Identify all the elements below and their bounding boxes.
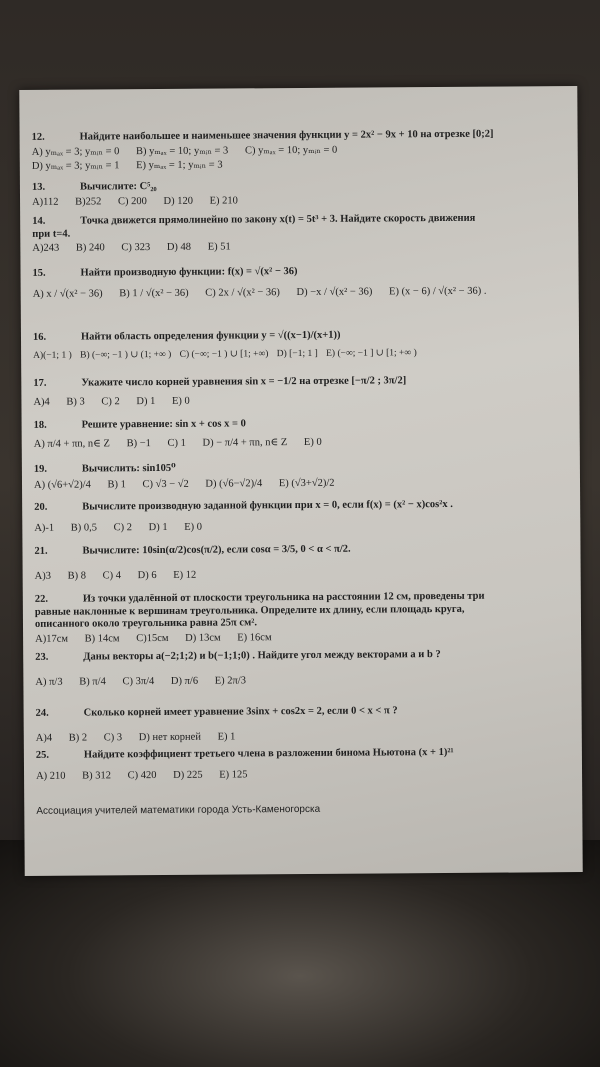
question-number: 21. [34, 545, 48, 557]
option-a[interactable]: A)4 [33, 396, 50, 408]
option-d[interactable]: D) 48 [166, 241, 192, 254]
option-d[interactable]: D) −x / √(x² − 36) [296, 286, 373, 298]
option-e[interactable]: E) 0 [171, 395, 190, 407]
option-b[interactable]: B) 240 [75, 242, 105, 254]
question-text: Найти область определения функции y = √((x−1)/(x+1)) [80, 329, 341, 343]
option-b[interactable]: B) π/4 [79, 675, 106, 688]
option-b[interactable]: B)252 [75, 195, 102, 208]
option-c[interactable]: C) 3 [103, 731, 123, 743]
option-a[interactable]: A)-1 [34, 522, 55, 534]
option-e[interactable]: E) (√3+√2)/2 [278, 477, 335, 489]
question-text: Вычислите: 10sin(α/2)cos(π/2), если cosα = 3/5, 0 < α < π/2. [82, 543, 351, 557]
question-text-cont: при t=4. [32, 228, 71, 240]
question-number: 22. [34, 593, 48, 605]
option-a[interactable]: A)112 [32, 196, 59, 208]
option-e[interactable]: E) 51 [207, 241, 231, 253]
option-a[interactable]: A) (√6+√2)/4 [33, 479, 91, 491]
question-text: Вычислить: sin105⁰ [81, 462, 176, 475]
question-text-cont: равные наклонные к вершинам треугольника. Определите их длину, если площадь круга, [34, 603, 465, 618]
option-c[interactable]: C) 420 [127, 769, 157, 781]
option-c[interactable]: C) 2 [101, 395, 120, 407]
question-number: 19. [33, 463, 48, 475]
option-b[interactable]: B) 312 [82, 769, 112, 782]
options [35, 567, 569, 583]
option-d[interactable]: D) 1 [148, 521, 168, 533]
option-d[interactable]: D) − π/4 + πn, n∈ Z [202, 436, 288, 449]
option-e[interactable]: E) (−∞; −1 ] ∪ [1; +∞ ) [326, 347, 417, 359]
options [32, 143, 566, 159]
question-text: Сколько корней имеет уравнение 3sinx + cos2x = 2, если 0 < x < π ? [83, 705, 398, 719]
option-b[interactable]: B) 14см [84, 633, 120, 645]
options [34, 476, 568, 492]
option-c[interactable]: C) 323 [121, 242, 151, 254]
options [33, 285, 567, 301]
question-13 [32, 178, 566, 209]
option-c[interactable]: C) √3 − √2 [142, 478, 189, 490]
option-e[interactable]: E) 2π/3 [214, 674, 247, 687]
option-e[interactable]: E) (x − 6) / √(x² − 36) . [388, 285, 487, 297]
option-e[interactable]: E) 0 [184, 521, 203, 533]
option-e[interactable]: E) 16см [237, 631, 272, 644]
option-b[interactable]: B) 8 [67, 570, 87, 582]
option-b[interactable]: B) 1 [107, 478, 126, 490]
option-b[interactable]: B) 3 [66, 396, 85, 408]
options [36, 767, 570, 783]
question-text: Решите уравнение: sin x + cos x = 0 [81, 418, 246, 431]
option-a[interactable]: A) π/3 [35, 676, 63, 688]
option-e[interactable]: E) 12 [173, 569, 197, 581]
question-24 [36, 704, 570, 745]
question-text: Найти производную функции: f(x) = √(x² − 36) [80, 266, 298, 279]
question-text: Укажите число корней уравнения sin x = −1/2 на отрезке [−π/2 ; 3π/2] [81, 375, 407, 389]
question-21 [34, 542, 568, 583]
option-b[interactable]: B) −1 [126, 437, 151, 449]
option-a[interactable]: A)243 [32, 242, 60, 255]
question-16 [33, 328, 567, 362]
question-number: 20. [34, 501, 48, 513]
option-d[interactable]: D) 13см [185, 632, 221, 644]
option-c[interactable]: C) 3π/4 [122, 675, 155, 687]
option-b[interactable]: B) 1 / √(x² − 36) [119, 287, 189, 299]
option-e[interactable]: E) 0 [303, 436, 322, 448]
option-d[interactable]: D) 6 [137, 569, 157, 581]
question-text-cont-2: описанного около треугольника равна 25π см². [34, 617, 258, 631]
option-d[interactable]: D) [−1; 1 ] [276, 348, 318, 359]
option-b[interactable]: B) 2 [68, 732, 88, 744]
question-number: 16. [32, 331, 47, 343]
option-c[interactable]: C) 2 [113, 521, 133, 533]
question-number: 14. [32, 215, 46, 227]
question-25 [36, 746, 570, 783]
option-c[interactable]: C) 2x / √(x² − 36) [205, 286, 280, 299]
question-number: 15. [32, 267, 46, 279]
option-d[interactable]: D) 120 [163, 195, 194, 207]
option-a[interactable]: A)17см [35, 633, 69, 645]
question-15 [33, 264, 567, 301]
options [36, 729, 570, 745]
question-text: Найдите коэффициент третьего члена в разложении бинома Ньютона (x + 1)²¹ [83, 746, 454, 761]
option-e[interactable]: E) 125 [219, 768, 248, 781]
footer-credit: Ассоциация учителей математики города Усть-Каменогорска [36, 803, 321, 817]
option-d[interactable]: D) нет корней [138, 731, 201, 743]
options [33, 347, 567, 362]
options [33, 393, 567, 409]
option-d[interactable]: D) π/6 [170, 675, 199, 687]
question-number: 18. [33, 419, 47, 431]
option-b[interactable]: B) 0,5 [70, 522, 98, 534]
option-a[interactable]: A) π/4 + πn, n∈ Z [33, 437, 110, 450]
question-number: 17. [33, 377, 47, 389]
question-17 [33, 374, 567, 409]
question-text: Найдите наибольшее и наименьшее значения функции y = 2x² − 9x + 10 на отрезке [0;2] [79, 128, 494, 143]
option-c[interactable]: C) yₘₐₓ = 10; yₘᵢₙ = 0 [244, 144, 338, 156]
option-c[interactable]: C) (−∞; −1 ) ∪ [1; +∞) [179, 348, 269, 360]
question-22 [35, 590, 569, 646]
option-d[interactable]: D) yₘₐₓ = 3; yₘᵢₙ = 1 [31, 160, 120, 173]
question-20 [34, 498, 568, 535]
option-d[interactable]: D) 1 [136, 395, 156, 407]
question-18 [34, 416, 568, 451]
question-text: Из точки удалённой от плоскости треугольника на расстоянии 12 см, проведены три [82, 590, 485, 605]
option-a[interactable]: A) 210 [36, 770, 66, 782]
option-e[interactable]: E) yₘₐₓ = 1; yₘᵢₙ = 3 [136, 159, 223, 172]
options [32, 239, 566, 255]
options [35, 673, 569, 689]
question-12 [32, 128, 566, 174]
option-c[interactable]: C) 1 [167, 437, 186, 449]
option-a[interactable]: A)3 [34, 570, 52, 582]
option-a[interactable]: A) x / √(x² − 36) [32, 287, 103, 300]
option-c[interactable]: C) 4 [102, 569, 122, 581]
option-b[interactable]: B) (−∞; −1 ) ∪ (1; +∞ ) [80, 349, 172, 361]
options [35, 630, 569, 646]
option-a[interactable]: A)4 [35, 732, 53, 744]
question-number: 23. [35, 651, 49, 663]
options [32, 193, 566, 209]
option-c[interactable]: C) 200 [117, 195, 147, 207]
options [34, 519, 568, 535]
options-row-2 [32, 157, 566, 173]
option-e[interactable]: E) 210 [209, 195, 238, 207]
question-23 [35, 648, 569, 689]
question-text: Точка движется прямолинейно по закону x(t) = 5t³ + 3. Найдите скорость движения [80, 212, 476, 227]
question-number: 12. [31, 131, 45, 143]
question-text: Даны векторы a(−2;1;2) и b(−1;1;0) . Найдите угол между векторами a и b ? [83, 649, 441, 663]
question-text: Вычислите производную заданной функции при x = 0, если f(x) = (x² − x)cos²x . [82, 498, 453, 513]
question-number: 24. [35, 707, 49, 719]
question-14 [32, 212, 566, 256]
question-number: 25. [35, 749, 50, 761]
option-c[interactable]: C)15см [136, 632, 169, 644]
option-a[interactable]: A)(−1; 1 ) [33, 350, 72, 361]
option-b[interactable]: B) yₘₐₓ = 10; yₘᵢₙ = 3 [135, 145, 229, 157]
question-19 [34, 460, 568, 492]
option-d[interactable]: D) (√6−√2)/4 [205, 477, 263, 490]
question-number: 13. [31, 181, 46, 193]
test-sheet [19, 86, 582, 876]
option-a[interactable]: A) yₘₐₓ = 3; yₘᵢₙ = 0 [31, 145, 120, 158]
option-d[interactable]: D) 225 [173, 769, 203, 781]
options [34, 435, 568, 451]
option-e[interactable]: E) 1 [217, 731, 236, 743]
question-text: Вычислите: C⁵₂₀ [79, 181, 157, 193]
